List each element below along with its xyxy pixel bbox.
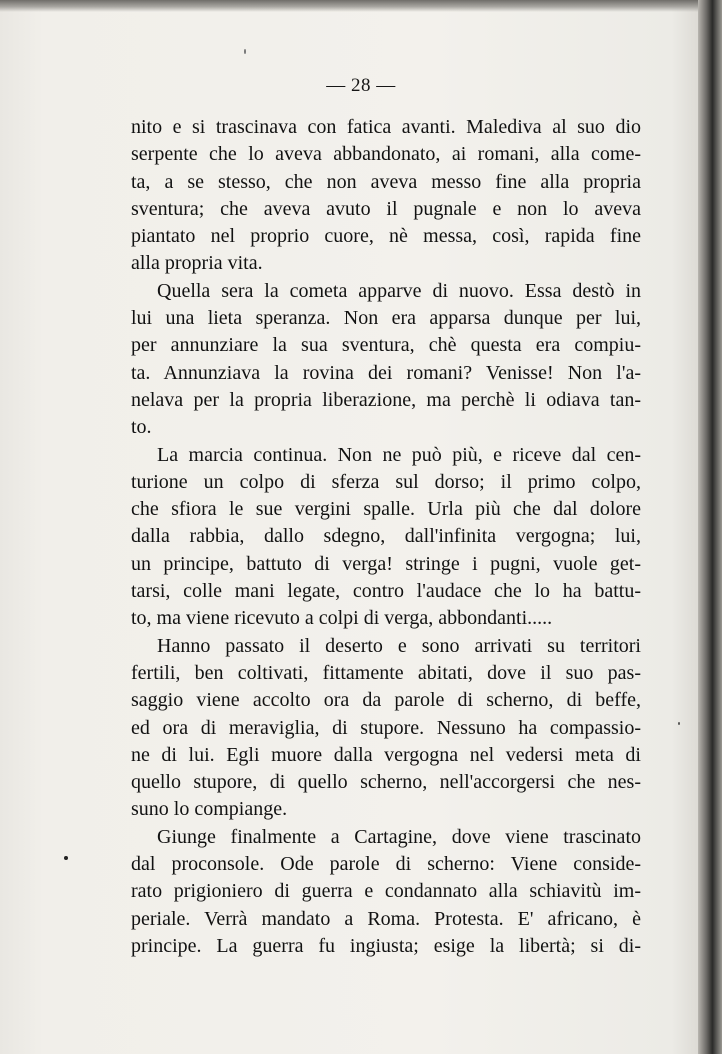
- ink-speck: [244, 49, 246, 54]
- text-line: ta. Annunziava la rovina dei romani? Venisse! Non l'a-: [131, 361, 641, 384]
- text-line: lui una lieta speranza. Non era apparsa dunque per lui,: [131, 307, 641, 330]
- text-line: alla propria vita.: [131, 252, 263, 275]
- book-spine-shadow: [698, 0, 722, 1054]
- text-line: un principe, battuto di verga! stringe i pugni, vuole get-: [131, 552, 641, 575]
- text-line: quello stupore, di quello scherno, nell'accorgersi che nes-: [131, 771, 641, 794]
- text-line: dal proconsole. Ode parole di scherno: Viene conside-: [131, 853, 641, 876]
- body-text: [131, 114, 641, 960]
- text-line: che sfiora le sue vergini spalle. Urla più che dal dolore: [131, 498, 641, 521]
- text-line: rato prigioniero di guerra e condannato alla schiavitù im-: [131, 880, 641, 903]
- text-line: principe. La guerra fu ingiusta; esige la libertà; si di-: [131, 934, 641, 957]
- text-line: ed ora di meraviglia, di stupore. Nessuno ha compassio-: [131, 716, 641, 739]
- text-line: serpente che lo aveva abbandonato, ai romani, alla come-: [131, 143, 641, 166]
- text-line: Quella sera la cometa apparve di nuovo. Essa destò in: [157, 279, 641, 302]
- ink-speck: [64, 856, 68, 860]
- text-line: ne di lui. Egli muore dalla vergogna nel vedersi meta di: [131, 743, 641, 766]
- text-line: sventura; che aveva avuto il pugnale e non lo aveva: [131, 197, 641, 220]
- text-line: suno lo compiange.: [131, 798, 288, 821]
- text-line: to.: [131, 416, 152, 439]
- ink-speck: [678, 722, 680, 725]
- text-line: fertili, ben coltivati, fittamente abitati, dove il suo pas-: [131, 661, 641, 684]
- text-line: tarsi, colle mani legate, contro l'audace che lo ha battu-: [131, 580, 641, 603]
- scan-top-shadow: [0, 0, 722, 12]
- text-line: saggio viene accolto ora da parole di scherno, di beffe,: [131, 689, 641, 712]
- text-line: nito e si trascinava con fatica avanti. Malediva al suo dio: [131, 116, 641, 138]
- page-number: — 28 —: [326, 75, 396, 96]
- text-line: to, ma viene ricevuto a colpi di verga, abbondanti.....: [131, 607, 553, 630]
- text-line: ta, a se stesso, che non aveva messo fine alla propria: [131, 170, 641, 193]
- text-line: La marcia continua. Non ne può più, e riceve dal cen-: [157, 443, 641, 466]
- text-line: Giunge finalmente a Cartagine, dove viene trascinato: [157, 825, 641, 848]
- text-line: dalla rabbia, dallo sdegno, dall'infinita vergogna; lui,: [131, 525, 641, 548]
- text-line: Hanno passato il deserto e sono arrivati su territori: [157, 634, 641, 657]
- text-line: nelava per la propria liberazione, ma perchè li odiava tan-: [131, 388, 641, 411]
- text-line: piantato nel proprio cuore, nè messa, così, rapida fine: [131, 225, 641, 248]
- text-line: per annunziare la sua sventura, chè questa era compiu-: [131, 334, 641, 357]
- text-line: periale. Verrà mandato a Roma. Protesta. E' africano, è: [131, 907, 641, 930]
- text-line: turione un colpo di sferza sul dorso; il primo colpo,: [131, 470, 641, 493]
